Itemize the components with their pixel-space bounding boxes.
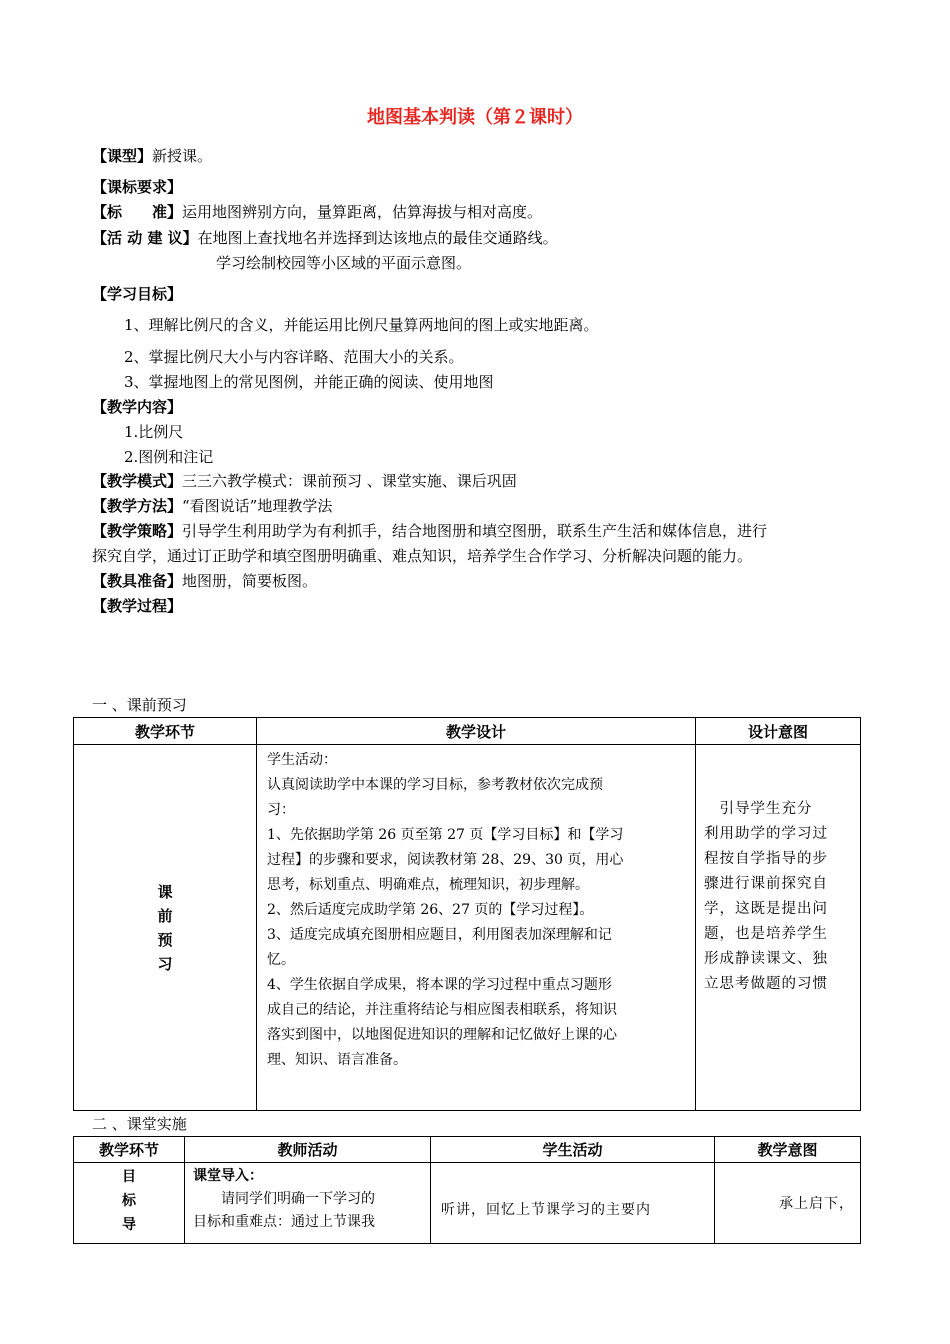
stage-cell [74,1163,185,1244]
strategy-text-1: 引导学生利用助学为有利抓手，结合地图册和填空图册，联系生产生活和媒体信息，进行 [182,522,768,540]
preview-table [73,717,861,1111]
design-line: 习： [267,802,295,818]
strategy-label: 【教学策略】 [92,522,183,540]
design-line: 1、先依据助学第 26 页至第 27 页【学习目标】和【学习 [267,827,624,843]
table-header: 教学设计 [257,718,696,745]
table-header: 学生活动 [431,1137,715,1163]
intent-line: 立思考做题的习惯 [704,976,828,992]
objective-item: 3、掌握地图上的常见图例，并能正确的阅读、使用地图 [124,373,494,391]
objectives-heading: 【学习目标】 [92,285,183,303]
design-line: 3、适度完成填充图册相应题目，利用图表加深理解和记 [267,927,612,943]
standard-line [92,202,542,222]
student-cell [431,1163,715,1244]
design-line: 4、学生依据自学成果，将本课的学习过程中重点习题形 [267,977,612,993]
intent-cell [696,745,861,1111]
intent-line: 程按自学指导的步 [704,851,828,867]
intent-line: 骤进行课前探究自 [704,876,828,892]
intent-text: 承上启下， [779,1196,854,1212]
intent-line: 引导学生充分 [704,801,813,817]
stage-char: 课 [157,882,173,901]
intent-line: 利用助学的学习过 [704,826,828,842]
tools-text: 地图册，简要板图。 [182,572,318,590]
activity-label: 【活 动 建 议】 [92,229,198,247]
teacher-line: 请同学们明确一下学习的 [193,1191,375,1207]
intent-line: 题，也是培养学生 [704,926,828,942]
classroom-table [73,1136,861,1244]
intent-cell [715,1163,861,1244]
stage-char: 习 [157,954,173,973]
objective-item: 2、掌握比例尺大小与内容详略、范围大小的关系。 [124,348,464,366]
design-line: 理、知识、语言准备。 [267,1052,407,1068]
content-item: 1.比例尺 [124,423,184,441]
table-header: 教学环节 [74,1137,185,1163]
design-cell [257,745,696,1111]
activity-text-2: 学习绘制校园等小区域的平面示意图。 [216,254,472,272]
strategy-line [92,521,767,541]
content-item: 2.图例和注记 [124,448,214,466]
stage-char: 预 [157,930,173,949]
teacher-cell [185,1163,431,1244]
design-line: 落实到图中，以地图促进知识的理解和记忆做好上课的心 [267,1027,617,1043]
intent-line: 学，这既是提出问 [704,901,828,917]
teacher-line: 目标和重难点：通过上节课我 [193,1214,375,1230]
table-header: 教学意图 [715,1137,861,1163]
method-label: 【教学方法】 [92,497,183,515]
course-type-text: 新授课。 [152,147,213,165]
content-heading: 【教学内容】 [92,398,183,416]
objective-item: 1、理解比例尺的含义，并能运用比例尺量算两地间的图上或实地距离。 [124,316,599,334]
standards-heading: 【课标要求】 [92,178,183,196]
stage-char: 前 [157,906,173,925]
course-type-line [92,146,212,166]
page-title: 地图基本判读（第２课时） [367,107,583,128]
mode-text: 三三六教学模式：课前预习 、课堂实施、课后巩固 [182,472,517,490]
mode-label: 【教学模式】 [92,472,183,490]
student-text: 听讲，回忆上节课学习的主要内 [441,1202,651,1218]
process-heading: 【教学过程】 [92,597,183,615]
teacher-title: 课堂导入： [193,1168,263,1184]
intent-line: 形成静读课文、独 [704,951,828,967]
design-line: 成自己的结论，并注重将结论与相应图表相联系，将知识 [267,1002,617,1018]
course-type-label: 【课型】 [92,147,153,165]
method-line [92,496,332,516]
mode-line [92,471,517,491]
standard-text: 运用地图辨别方向，量算距离，估算海拔与相对高度。 [182,203,543,221]
method-text: “看图说话”地理教学法 [182,497,333,515]
activity-text-1: 在地图上查找地名并选择到达该地点的最佳交通路线。 [197,229,558,247]
tools-label: 【教具准备】 [92,572,183,590]
stage-char: 目 [122,1169,136,1185]
table-header: 设计意图 [696,718,861,745]
stage-char: 标 [122,1193,136,1209]
design-line: 过程】的步骤和要求，阅读教材第 28、29、30 页，用心 [267,852,624,868]
table-header: 教学环节 [74,718,257,745]
design-line: 思考，标划重点、明确难点，梳理知识，初步理解。 [267,877,589,893]
table-header: 教师活动 [185,1137,431,1163]
activity-line [92,228,558,248]
stage-char: 导 [122,1217,136,1233]
design-line: 2、然后适度完成助学第 26、27 页的【学习过程】。 [267,902,594,918]
design-line: 认真阅读助学中本课的学习目标，参考教材依次完成预 [267,777,603,793]
stage-cell [74,745,257,1111]
part1-heading: 一 、课前预习 [92,696,187,714]
tools-line [92,571,317,591]
design-line: 忆。 [267,952,295,968]
strategy-text-2: 探究自学，通过订正助学和填空图册明确重、难点知识，培养学生合作学习、分析解决问题的能力。 [92,547,753,565]
design-line: 学生活动： [267,752,337,768]
standard-label: 【标 准】 [92,203,183,221]
part2-heading: 二 、课堂实施 [92,1115,187,1133]
